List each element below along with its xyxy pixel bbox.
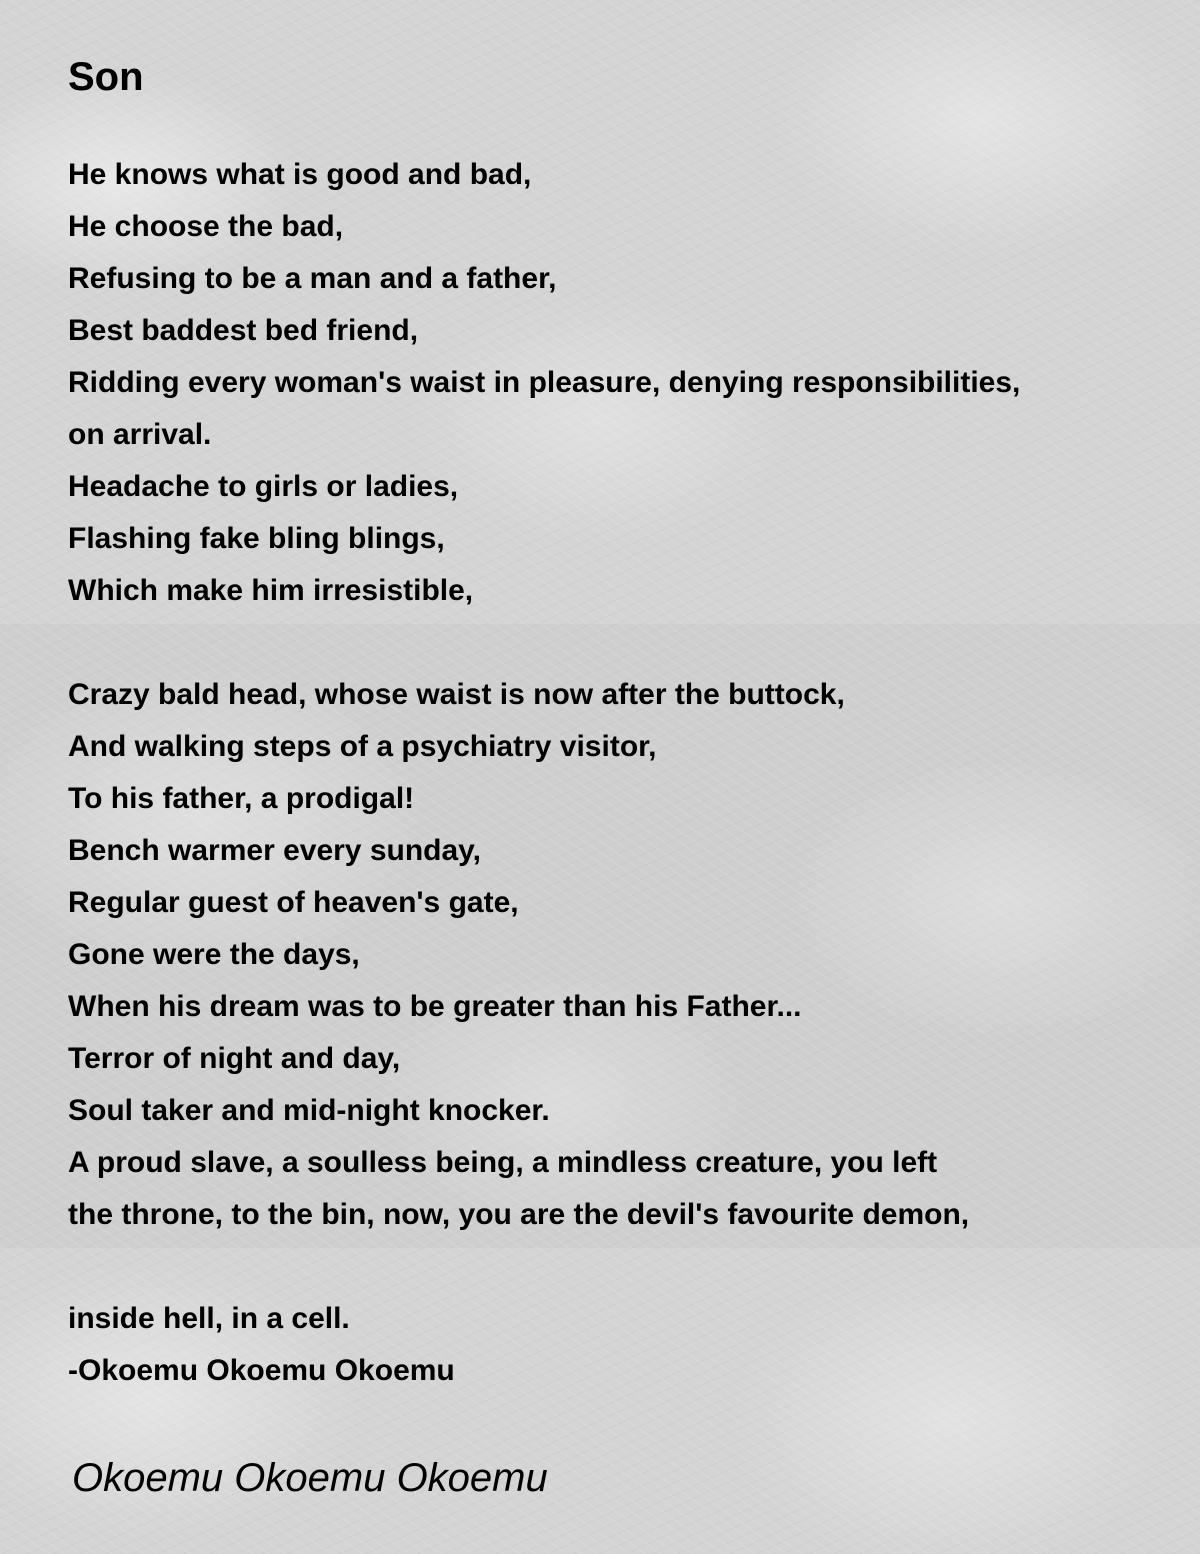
poem-line: Headache to girls or ladies, <box>68 470 459 503</box>
poem-line: Bench warmer every sunday, <box>68 834 481 867</box>
poem-line: And walking steps of a psychiatry visitor, <box>68 730 657 763</box>
poem-line: Ridding every woman's waist in pleasure, denying responsibilities, <box>68 366 1021 399</box>
poem-line: inside hell, in a cell. <box>68 1302 350 1335</box>
poem-line: A proud slave, a soulless being, a mindless creature, you left <box>68 1146 938 1179</box>
stanza-2 <box>68 669 969 1241</box>
poem-line: He knows what is good and bad, <box>68 158 532 191</box>
poem-line: Terror of night and day, <box>68 1042 401 1075</box>
poem-line: To his father, a prodigal! <box>68 782 415 815</box>
author-signature: Okoemu Okoemu Okoemu <box>72 1456 548 1500</box>
poem-line: When his dream was to be greater than his Father... <box>68 990 802 1023</box>
poem-line: the throne, to the bin, now, you are the devil's favourite demon, <box>68 1198 970 1231</box>
poem-line: He choose the bad, <box>68 210 344 243</box>
poem-line: Regular guest of heaven's gate, <box>68 886 519 919</box>
poem-line: Which make him irresistible, <box>68 574 474 607</box>
poem-line: Flashing fake bling blings, <box>68 522 445 555</box>
poem-line: Refusing to be a man and a father, <box>68 262 557 295</box>
poem-line: Gone were the days, <box>68 938 360 971</box>
stanza-3 <box>68 1293 455 1397</box>
poem-line: Best baddest bed friend, <box>68 314 419 347</box>
poem-line: on arrival. <box>68 418 212 451</box>
poem-line: Crazy bald head, whose waist is now after the buttock, <box>68 678 845 711</box>
poem-attribution-line: -Okoemu Okoemu Okoemu <box>68 1354 455 1387</box>
poem-title: Son <box>68 55 144 99</box>
poem-line: Soul taker and mid-night knocker. <box>68 1094 550 1127</box>
stanza-1 <box>68 149 1020 617</box>
